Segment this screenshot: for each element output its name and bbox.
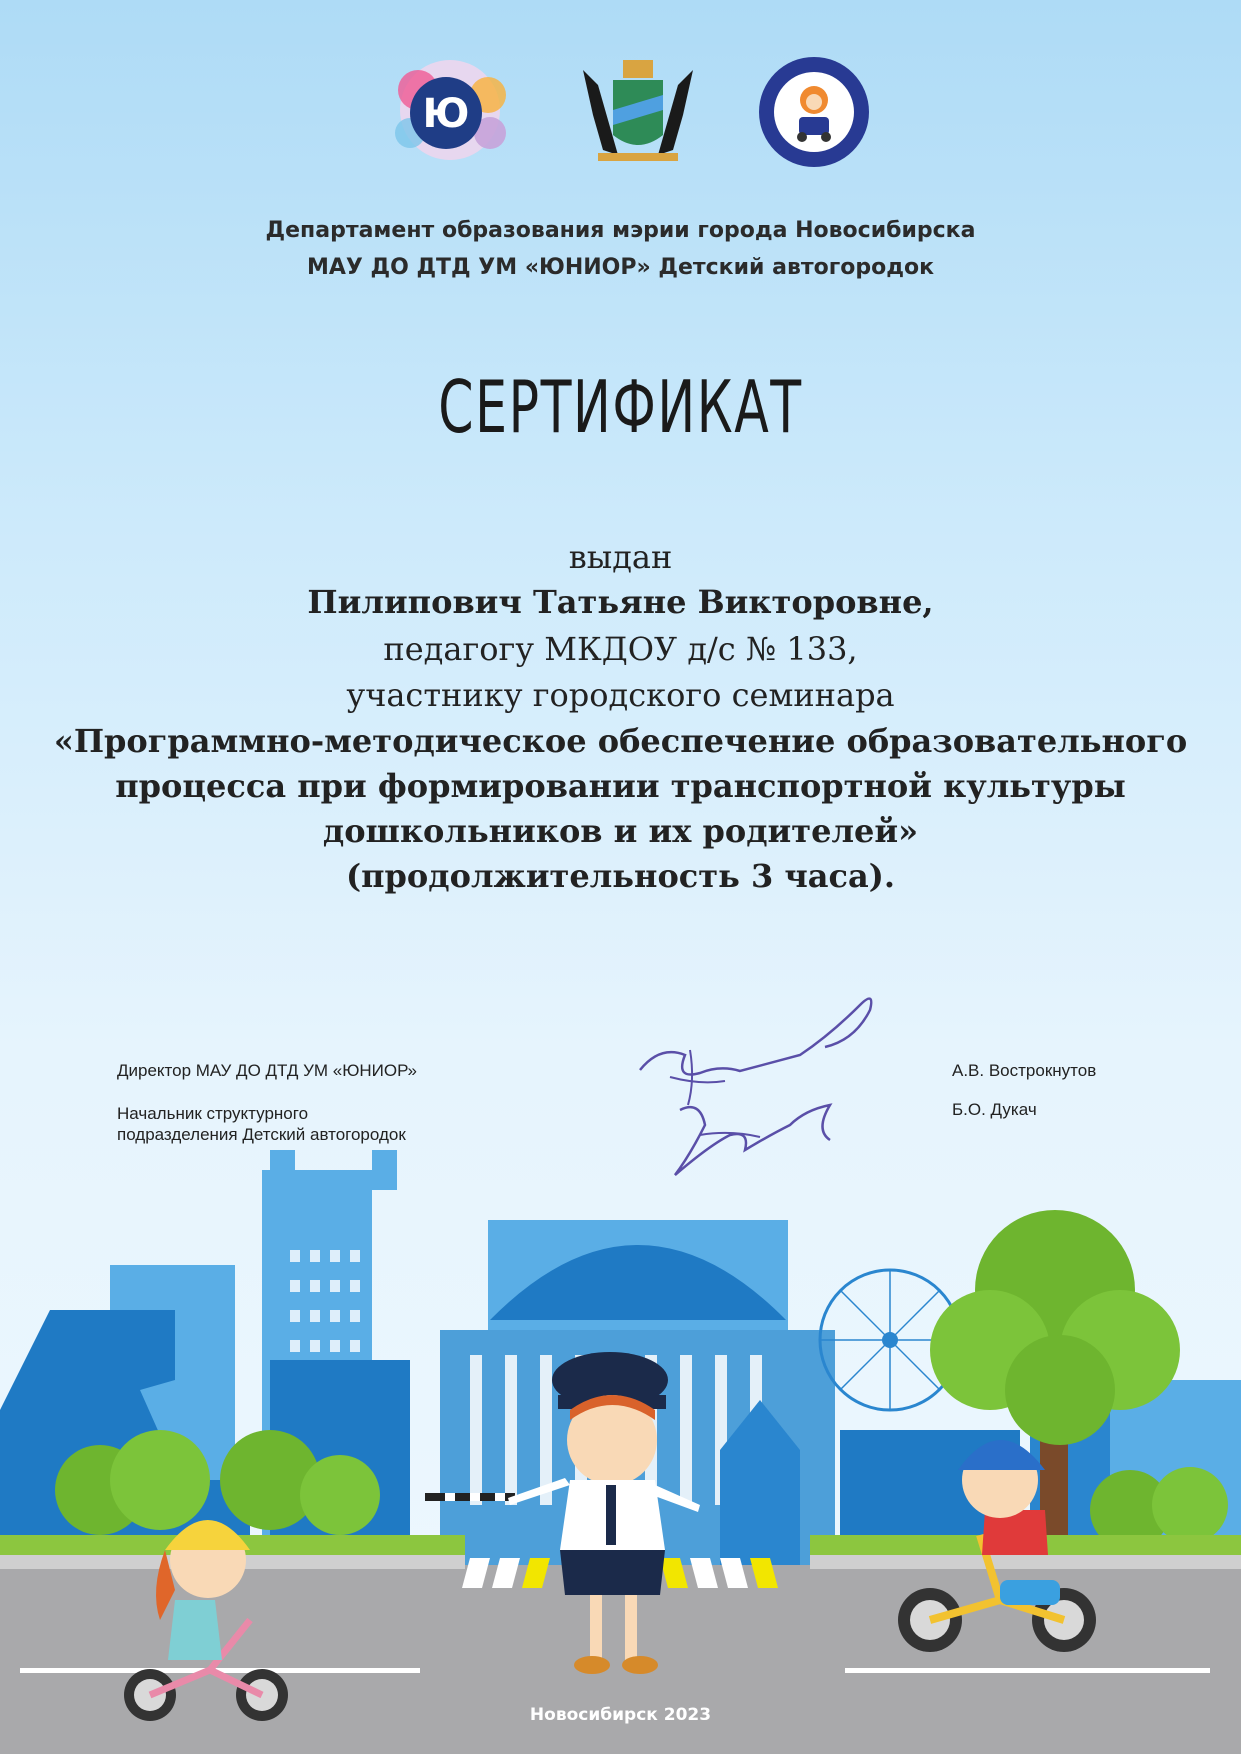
- head-name: Б.О. Дукач: [952, 1100, 1037, 1119]
- footer-city-year: Новосибирск 2023: [529, 1705, 712, 1725]
- junior-logo: [380, 55, 520, 170]
- seminar-line-1: «Программно-методическое обеспечение образовательного: [53, 722, 1188, 760]
- issued-text: выдан: [568, 538, 673, 576]
- seminar-line-3: дошкольников и их родителей»: [322, 812, 919, 850]
- seminar-line-2: процесса при формировании транспортной культуры: [115, 767, 1126, 805]
- city-scene-illustration: [0, 1150, 1241, 1754]
- director-title: Директор МАУ ДО ДТД УМ «ЮНИОР»: [117, 1061, 417, 1080]
- recipient-name: Пилипович Татьяне Викторовне,: [307, 583, 934, 621]
- recipient-position: педагогу МКДОУ д/с № 133,: [383, 630, 858, 668]
- participant-text: участнику городского семинара: [346, 676, 895, 714]
- org-line-1: Департамент образования мэрии города Новосибирска: [265, 218, 976, 243]
- seminar-duration: (продолжительность 3 часа).: [345, 857, 896, 895]
- certificate-title: СЕРТИФИКАТ: [438, 365, 803, 449]
- director-name: А.В. Вострокнутов: [952, 1061, 1097, 1080]
- head-title-line-1: Начальник структурного: [117, 1104, 309, 1123]
- coat-of-arms-icon: [578, 55, 698, 170]
- avtogorodok-logo: [757, 55, 872, 170]
- org-line-2: МАУ ДО ДТД УМ «ЮНИОР» Детский автогородок: [306, 255, 935, 280]
- junior-logo-letter: Ю: [422, 91, 470, 137]
- head-title-line-2: подразделения Детский автогородок: [117, 1125, 406, 1144]
- logo-row: [0, 55, 1241, 175]
